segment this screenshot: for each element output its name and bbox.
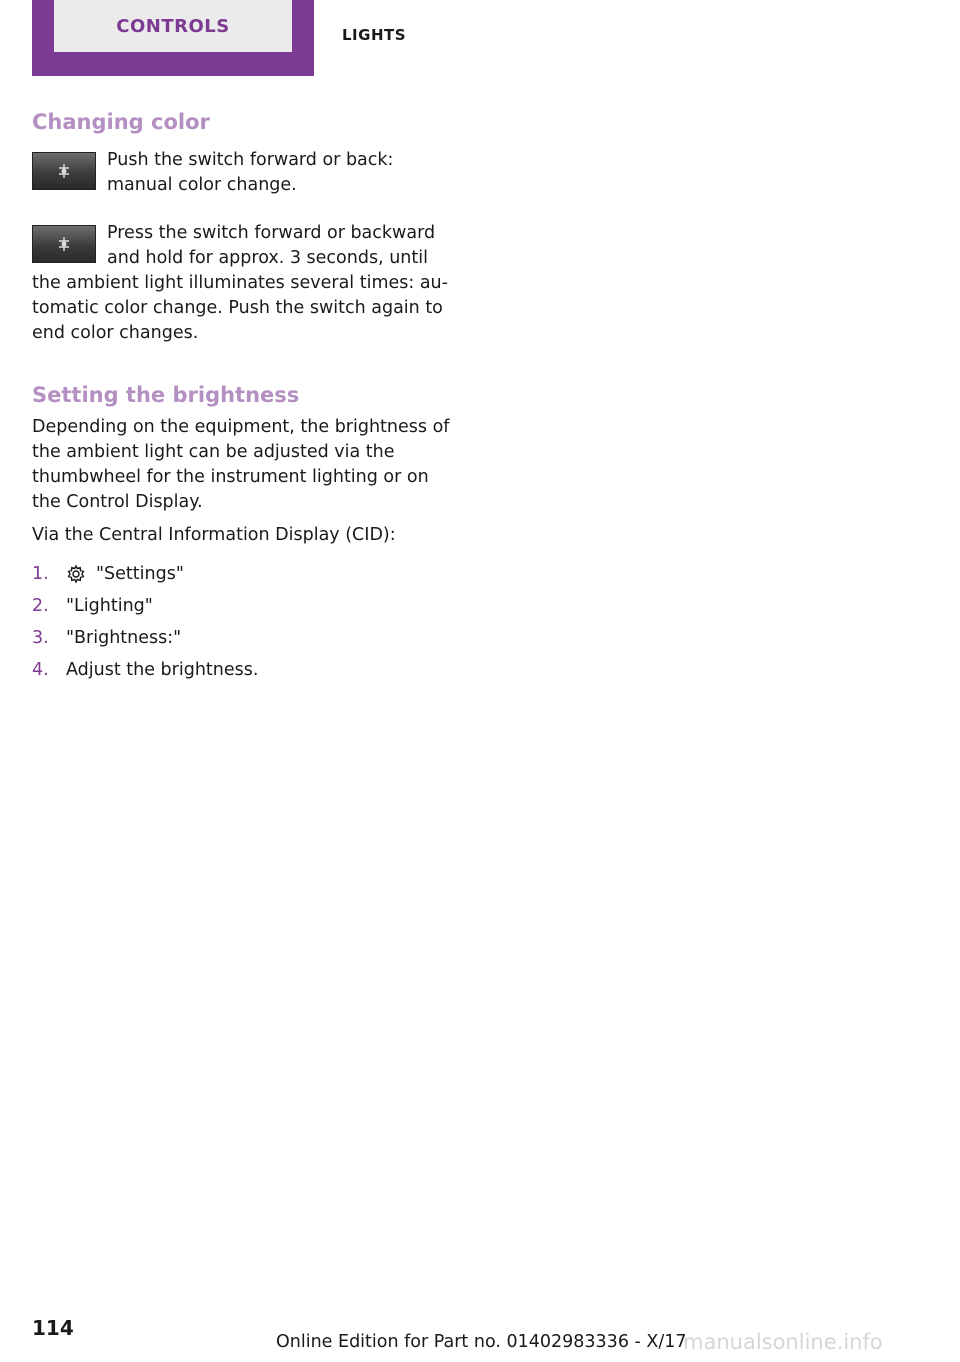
text-line: manual color change. [107, 175, 297, 195]
para-manual-color [107, 148, 393, 198]
edition-footer: Online Edition for Part no. 01402983336 - X/17 [276, 1332, 687, 1352]
step-text: Adjust the brightness. [66, 660, 259, 680]
text-line: and hold for approx. 3 seconds, until [107, 248, 428, 268]
text-line: thumbwheel for the instrument lighting or on [32, 467, 429, 487]
section-label: LIGHTS [342, 26, 407, 44]
para-brightness [32, 415, 449, 515]
ambient-light-switch-icon [57, 236, 71, 252]
text-line: tomatic color change. Push the switch again to [32, 298, 443, 318]
page-number: 114 [32, 1316, 74, 1340]
heading-brightness: Setting the brightness [32, 383, 300, 407]
chapter-tab [32, 0, 314, 76]
step-number: 1. [32, 564, 49, 584]
ambient-light-switch-image-1 [32, 152, 96, 190]
step-number: 3. [32, 628, 49, 648]
text-line: Press the switch forward or backward [107, 223, 436, 243]
text-line: the Control Display. [32, 492, 203, 512]
gear-icon [66, 564, 86, 592]
para-automatic-color-b [32, 271, 448, 346]
watermark: manualsonline.info [683, 1330, 883, 1354]
para-cid: Via the Central Information Display (CID): [32, 525, 396, 545]
chapter-tab-label: CONTROLS [54, 0, 292, 52]
ambient-light-switch-icon [57, 163, 71, 179]
para-automatic-color-a [107, 221, 435, 271]
step-number: 4. [32, 660, 49, 680]
step-text: "Settings" [96, 564, 184, 584]
text-line: the ambient light can be adjusted via the [32, 442, 395, 462]
step-text: "Lighting" [66, 596, 153, 616]
ambient-light-switch-image-2 [32, 225, 96, 263]
step-text: "Brightness:" [66, 628, 182, 648]
step-number: 2. [32, 596, 49, 616]
text-line: Push the switch forward or back: [107, 150, 394, 170]
text-line: Depending on the equipment, the brightness of [32, 417, 450, 437]
heading-changing-color: Changing color [32, 110, 210, 134]
text-line: the ambient light illuminates several times: au‐ [32, 273, 448, 293]
text-line: end color changes. [32, 323, 199, 343]
